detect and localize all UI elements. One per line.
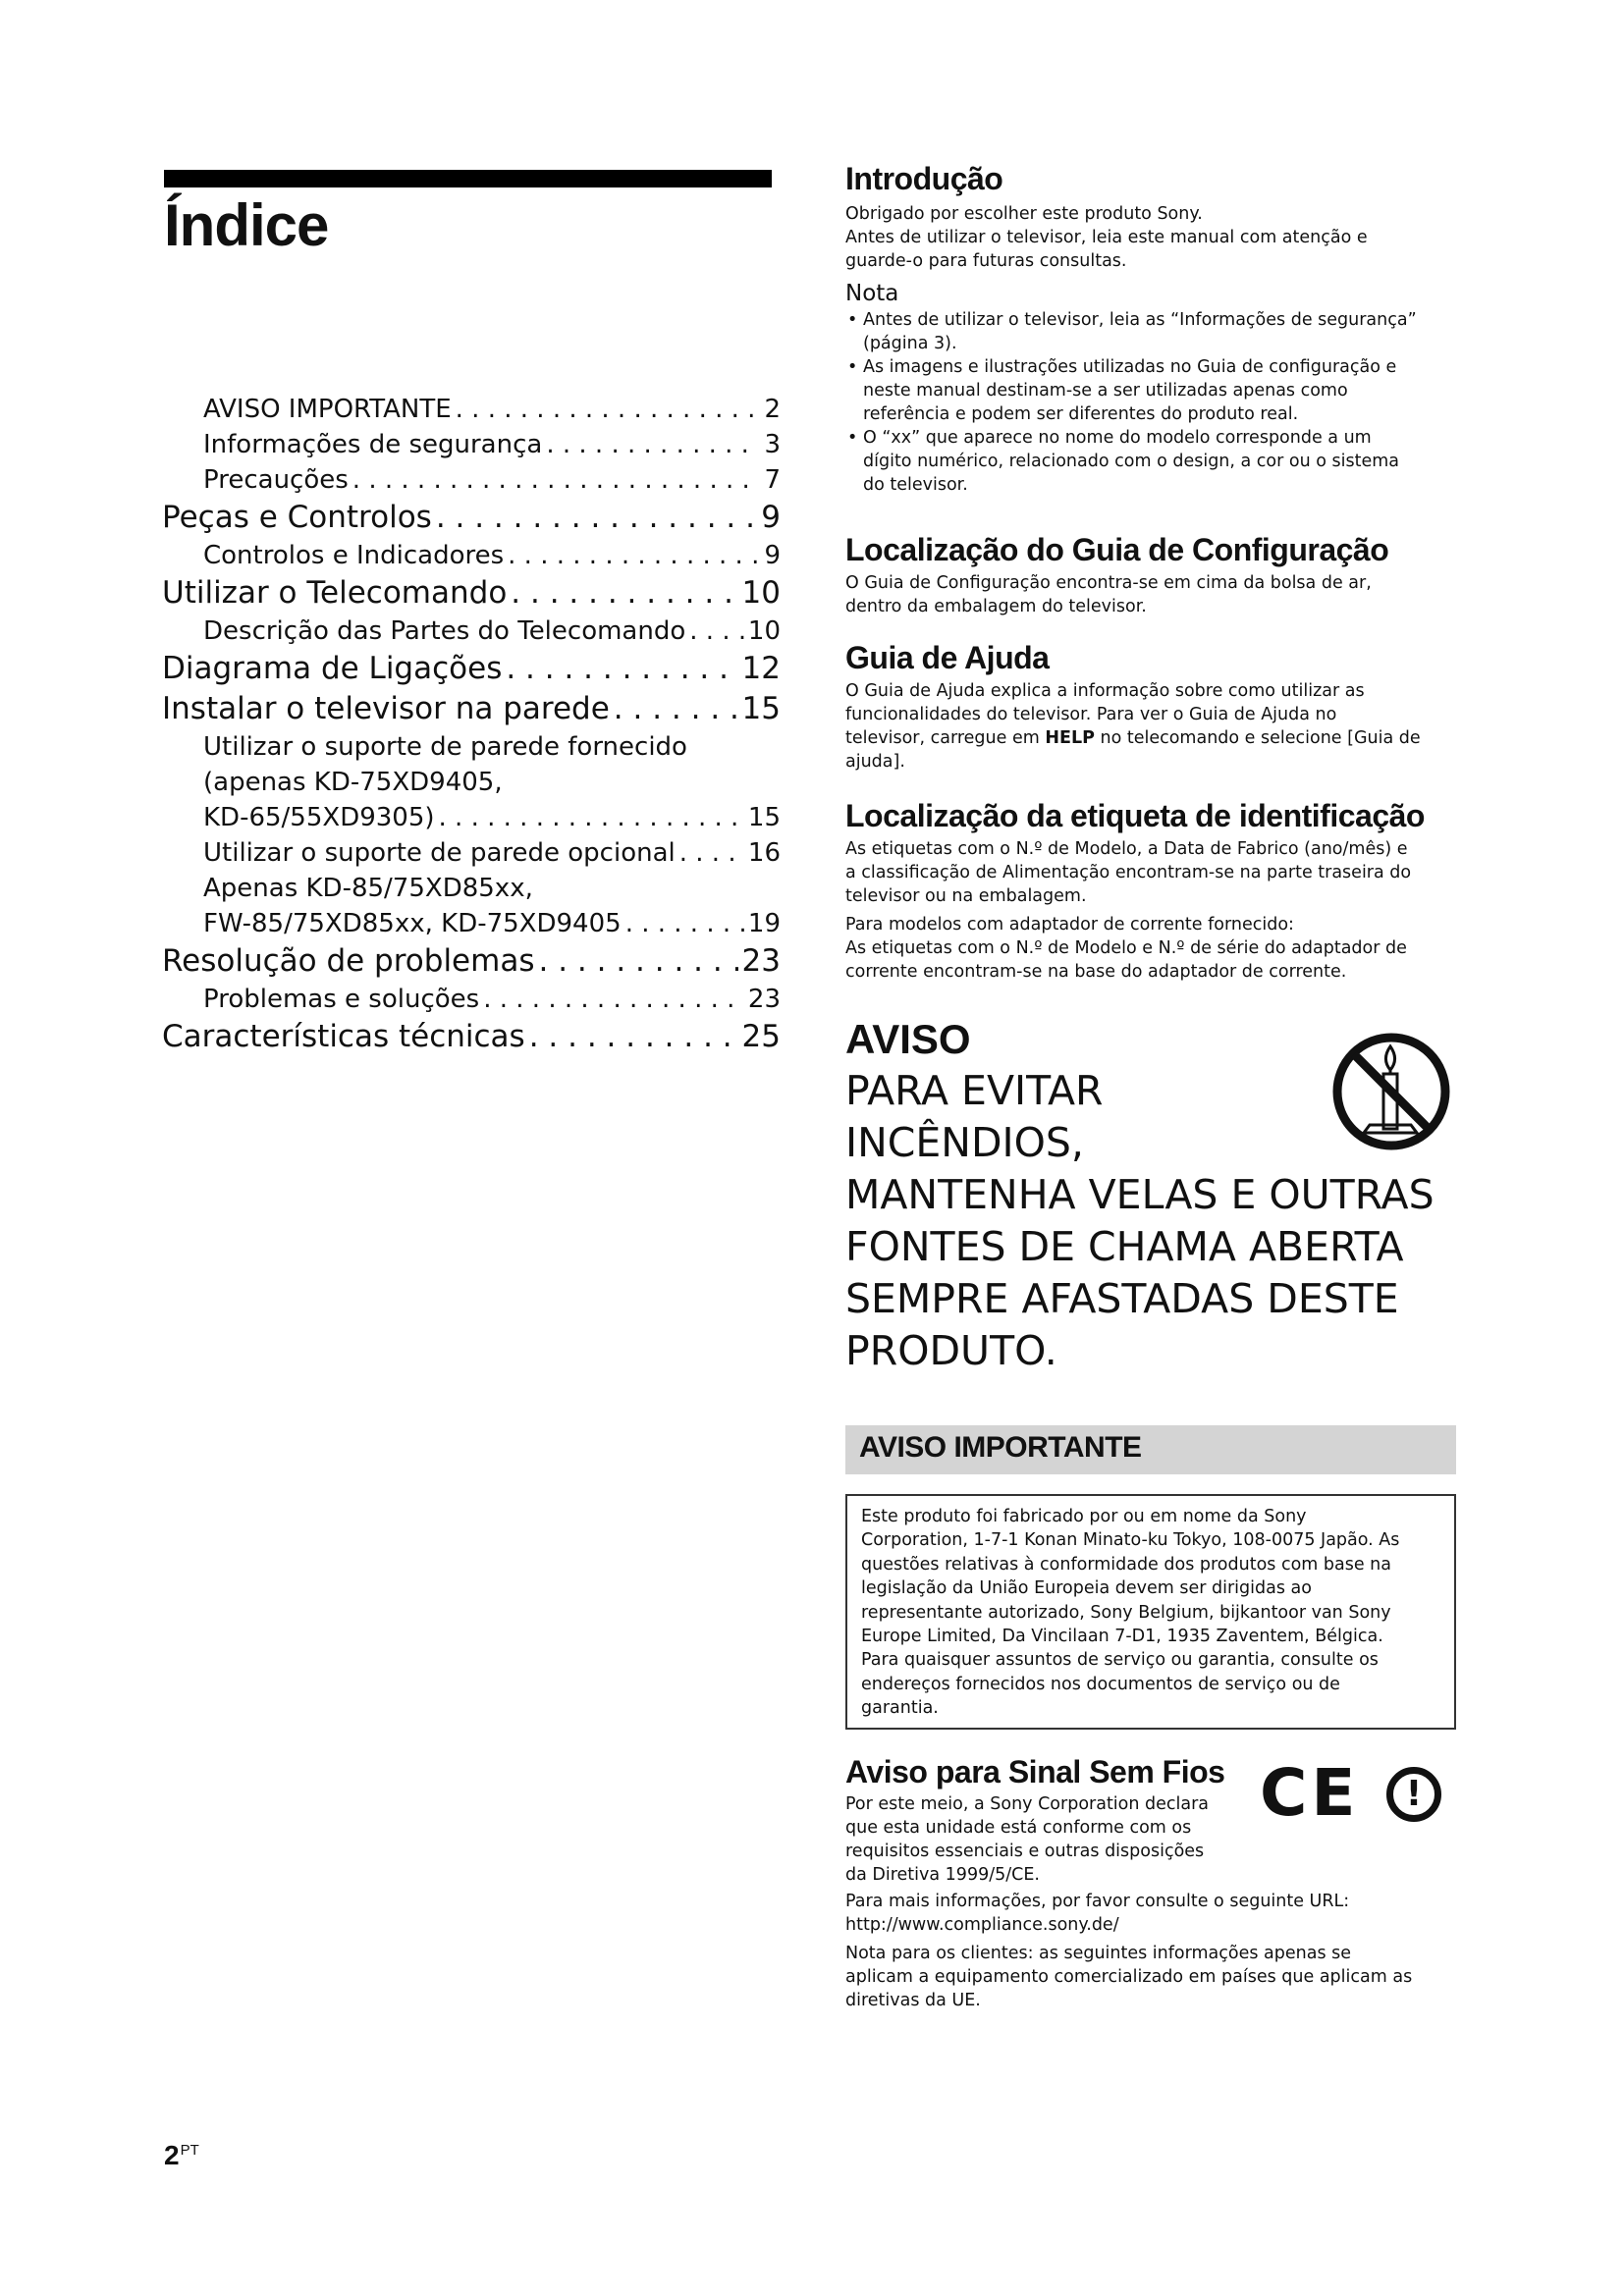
toc-page: 16 [747,838,781,868]
toc-page: 12 [741,651,781,686]
toc-page: 10 [747,616,781,646]
help-guide-line: funcionalidades do televisor. Para ver o Guia de Ajuda no [845,705,1337,724]
toc-page: 9 [764,541,781,570]
intro-heading: Introdução [845,161,1003,196]
toc-entry[interactable] [162,573,781,614]
toc-page: 10 [741,575,781,611]
toc-label: KD-65/55XD9305) [203,803,435,832]
toc-entry[interactable] [162,649,781,689]
toc-label: Características técnicas [162,1019,525,1054]
wireless-notice-section: Aviso para Sinal Sem Fios Por este meio, a Sony Corporation declara que esta unidade está conforme com os requisitos essenciais e outras disposições da Diretiva 1999/5/CE. Para mais informações, por favor consulte o seguinte URL: http://www.compliance.sony.de/ Nota para os clientes: as seguintes informações apenas se aplicam a equipamento comercializado em países que aplicam as diretivas da UE. [845,1753,1454,2012]
list-item: • O “xx” que aparece no nome do modelo corresponde a um dígito numérico, relacionado com o design, a cor ou o sistema do televisor. [845,426,1454,497]
setup-guide-section [845,531,1454,618]
toc-label: Controlos e Indicadores [203,541,505,570]
no-open-flame-icon [1330,1031,1452,1152]
setup-guide-line: O Guia de Configuração encontra-se em cima da bolsa de ar, [845,573,1372,593]
intro-section [845,160,1454,497]
toc-label: AVISO IMPORTANTE [203,395,452,424]
toc-entry[interactable] [162,462,781,498]
warning-line: SEMPRE AFASTADAS DESTE [845,1275,1399,1322]
toc-label: Utilizar o Telecomando [162,575,508,611]
compliance-url[interactable]: http://www.compliance.sony.de/ [845,1915,1119,1935]
intro-line: Antes de utilizar o televisor, leia este manual com atenção e [845,228,1368,247]
toc-label: Diagrama de Ligações [162,651,503,686]
help-guide-line: ajuda]. [845,752,905,772]
toc-page: 15 [741,691,781,726]
toc-label: Informações de segurança [203,430,543,459]
toc-entry[interactable] [162,835,781,871]
alert-class-icon [1386,1767,1441,1822]
toc-entry[interactable] [162,614,781,649]
toc-entry[interactable] [162,498,781,538]
toc-entry[interactable] [162,689,781,729]
help-guide-line: televisor, carregue em HELP no telecomando e selecione [Guia de [845,728,1421,748]
list-item: • Antes de utilizar o televisor, leia as “Informações de segurança” (página 3). [845,308,1454,355]
toc-entry[interactable] [162,392,781,427]
toc-label: Resolução de problemas [162,943,535,979]
label-location-heading: Localização da etiqueta de identificação [845,798,1425,833]
label-location-section: Localização da etiqueta de identificação As etiquetas com o N.º de Modelo, a Data de Fabrico (ano/mês) e a classificação de Alimentação encontram-se na parte traseira do televisor ou na embalagem. Para modelos com adaptador de corrente fornecido: As etiquetas com o N.º de Modelo e N.º de série do adaptador de corrente encontram-se na base do adaptador de corrente. [845,797,1454,984]
title-rule [164,170,772,187]
language-code: PT [180,2142,199,2159]
toc-label-line: (apenas KD-75XD9405, [203,768,503,797]
toc-entry[interactable] [162,941,781,982]
warning-line: PRODUTO. [845,1327,1057,1374]
toc-label-line: Utilizar o suporte de parede fornecido [203,732,687,762]
warning-line: PARA EVITAR [845,1067,1104,1114]
toc-entry[interactable] [162,729,781,835]
toc-label: Problemas e soluções [203,985,480,1014]
toc-page: 3 [764,430,781,459]
toc-label: FW-85/75XD85xx, KD-75XD9405 [203,909,622,938]
toc-page: 15 [747,803,781,832]
warning-line: MANTENHA VELAS E OUTRAS [845,1171,1435,1218]
warning-line: FONTES DE CHAMA ABERTA [845,1223,1404,1270]
toc-label: Peças e Controlos [162,500,432,535]
toc-page: 23 [741,943,781,979]
toc-entry[interactable] [162,982,781,1017]
toc-label: Precauções [203,465,349,495]
help-guide-heading: Guia de Ajuda [845,640,1050,675]
toc-label-line: Apenas KD-85/75XD85xx, [203,874,533,903]
toc-entry[interactable] [162,1017,781,1057]
nota-heading: Nota [845,281,899,306]
list-item: • As imagens e ilustrações utilizadas no Guia de configuração e neste manual destinam-se a ser utilizadas apenas como referência e podem ser diferentes do produto real. [845,355,1454,426]
toc-label: Descrição das Partes do Telecomando [203,616,686,646]
ce-mark-icon: CE [1260,1755,1360,1831]
toc-entry[interactable] [162,538,781,573]
help-key-label: HELP [1045,728,1095,748]
toc-page: 23 [747,985,781,1014]
table-of-contents [162,392,781,1057]
toc-entry[interactable] [162,871,781,941]
toc-label: Utilizar o suporte de parede opcional [203,838,676,868]
toc-page: 19 [747,909,781,938]
toc-page: 7 [764,465,781,495]
important-notice-title: AVISO IMPORTANTE [859,1431,1142,1464]
warning-line: INCÊNDIOS, [845,1119,1084,1166]
page-title: Índice [164,192,329,258]
help-guide-line: O Guia de Ajuda explica a informação sobre como utilizar as [845,681,1365,701]
important-notice-header [845,1425,1456,1474]
setup-guide-heading: Localização do Guia de Configuração [845,532,1389,567]
warning-heading: AVISO [845,1016,971,1062]
toc-page: 25 [741,1019,781,1054]
toc-page: 9 [761,500,781,535]
toc-entry[interactable] [162,427,781,462]
important-notice-box: Este produto foi fabricado por ou em nome da Sony Corporation, 1-7-1 Konan Minato-ku Tokyo, 108-0075 Japão. As questões relativas à conformidade dos produtos com base na legislação da União Europeia devem ser dirigidas ao representante autorizado, Sony Belgium, bijkantoor van Sony Europe Limited, Da Vincilaan 7-D1, 1935 Zaventem, Bélgica. Para quaisquer assuntos de serviço ou garantia, consulte os endereços fornecidos nos documentos de serviço ou de garantia. [845,1494,1456,1730]
page-number: $2^{PT}$ [164,2140,199,2170]
setup-guide-line: dentro da embalagem do televisor. [845,597,1147,616]
wireless-heading: Aviso para Sinal Sem Fios [845,1754,1225,1789]
toc-label: Instalar o televisor na parede [162,691,610,726]
toc-page: 2 [764,395,781,424]
notes-list [845,308,1454,497]
help-guide-section [845,639,1454,774]
alert-mark-glyph: ! [1405,1774,1423,1814]
intro-line: guarde-o para futuras consultas. [845,251,1127,271]
intro-line: Obrigado por escolher este produto Sony. [845,204,1203,224]
